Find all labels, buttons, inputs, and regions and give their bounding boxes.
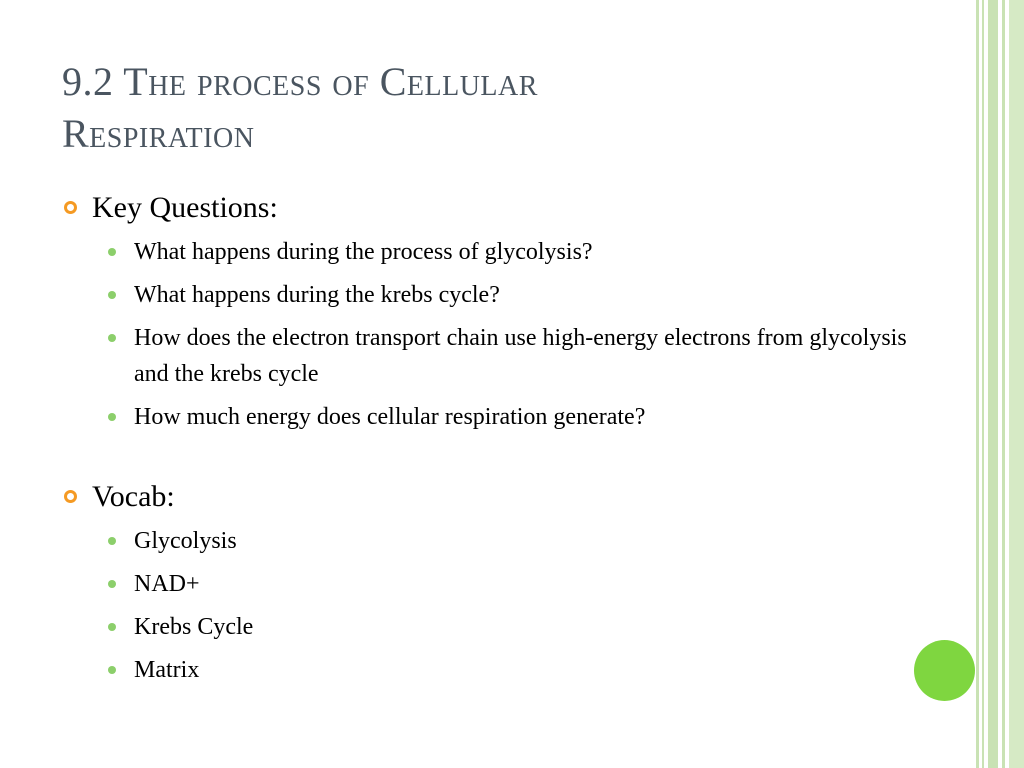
orange-ring-bullet-icon xyxy=(64,490,77,503)
list-item xyxy=(62,320,942,392)
list-item-text: Glycolysis xyxy=(134,528,237,554)
green-dot-bullet-icon xyxy=(108,334,116,342)
green-dot-bullet-icon xyxy=(108,537,116,545)
section-heading-text: Vocab: xyxy=(92,480,175,513)
green-dot-bullet-icon xyxy=(108,291,116,299)
border-stripe xyxy=(982,0,984,768)
list-item xyxy=(62,277,942,313)
section-vocab xyxy=(62,475,942,688)
section-heading-text: Key Questions: xyxy=(92,191,278,224)
border-stripe xyxy=(988,0,998,768)
list-item-text: How much energy does cellular respiration generate? xyxy=(134,404,646,430)
list-item-text: NAD+ xyxy=(134,571,200,597)
list-item xyxy=(62,609,942,645)
list-item xyxy=(62,234,942,270)
border-stripe xyxy=(1002,0,1005,768)
green-dot-bullet-icon xyxy=(108,413,116,421)
list-item xyxy=(62,399,942,435)
right-border-stripes xyxy=(976,0,1024,768)
slide-title xyxy=(62,56,942,160)
green-dot-bullet-icon xyxy=(108,248,116,256)
orange-ring-bullet-icon xyxy=(64,201,77,214)
slide-title-line-2: Respiration xyxy=(62,111,255,156)
border-stripe xyxy=(976,0,979,768)
slide-body xyxy=(62,186,942,695)
green-dot-bullet-icon xyxy=(108,623,116,631)
list-item-text: How does the electron transport chain use high-energy electrons from glycolysis and the krebs cycle xyxy=(134,325,907,387)
list-item-text: Krebs Cycle xyxy=(134,614,254,640)
green-dot-bullet-icon xyxy=(108,666,116,674)
border-stripe xyxy=(1009,0,1024,768)
key-questions-list xyxy=(62,234,942,435)
list-item xyxy=(62,566,942,602)
list-item-text: What happens during the krebs cycle? xyxy=(134,282,500,308)
section-heading xyxy=(62,475,942,519)
section-key-questions xyxy=(62,186,942,435)
list-item-text: Matrix xyxy=(134,657,200,683)
green-dot-bullet-icon xyxy=(108,580,116,588)
vocab-list xyxy=(62,523,942,688)
list-item xyxy=(62,523,942,559)
green-circle-decoration xyxy=(914,640,975,701)
list-item-text: What happens during the process of glycolysis? xyxy=(134,239,593,265)
list-item xyxy=(62,652,942,688)
section-heading xyxy=(62,186,942,230)
slide-title-line-1: 9.2 The process of Cellular xyxy=(62,59,538,104)
